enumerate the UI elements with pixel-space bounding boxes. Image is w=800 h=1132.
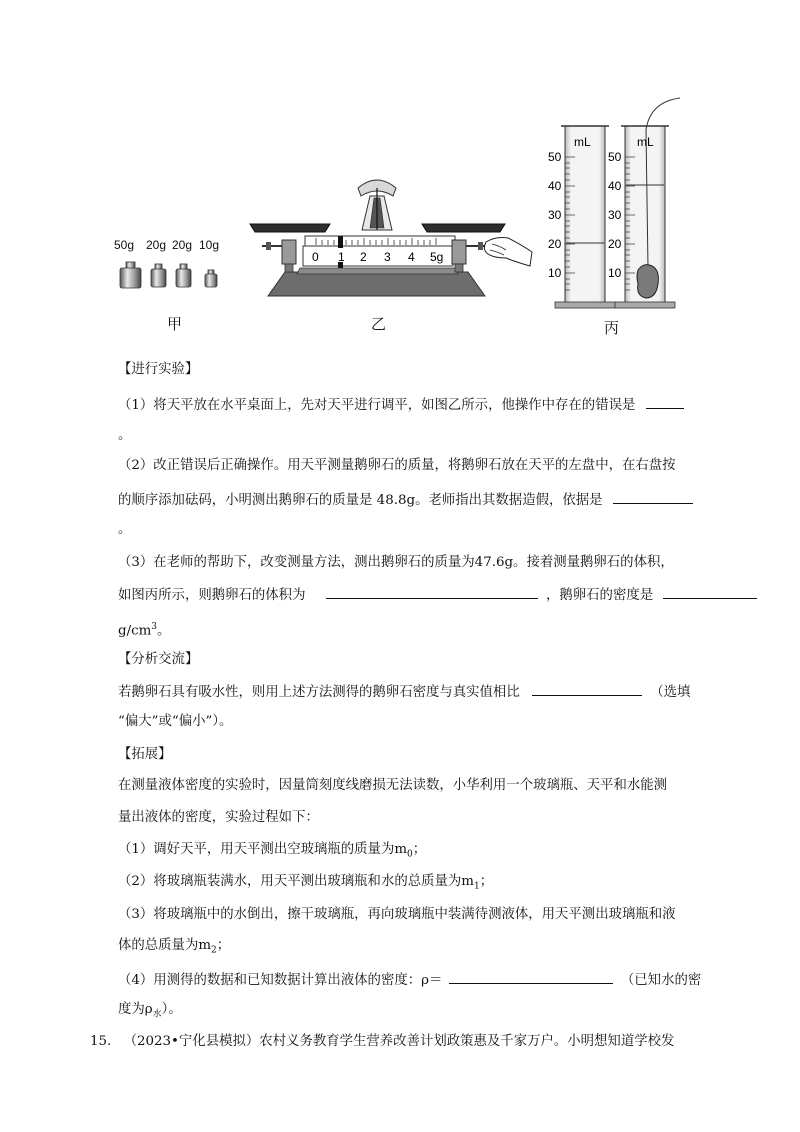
heading-extension: 【拓展】 [118, 747, 172, 762]
scale-tick-3: 3 [384, 250, 391, 264]
question-1-end: 。 [118, 428, 132, 443]
cylinder-1-unit: mL [574, 135, 591, 149]
weight-label-10g: 10g [199, 238, 220, 252]
graduated-cylinder-1-icon [555, 126, 615, 308]
question-3-density-text: ，鹅卵石的密度是 [546, 588, 654, 603]
extension-step-2: （2）将玻璃瓶装满水，用天平测出玻璃瓶和水的总质量为$m_1$； [118, 874, 494, 892]
cylinder-1-tick-10: 10 [548, 266, 562, 280]
question-3-line-b [118, 584, 757, 606]
answer-blank-3b[interactable] [663, 584, 757, 599]
question-3-unit: $g/cm^3$。 [118, 622, 171, 639]
cylinder-1-tick-20: 20 [548, 237, 562, 251]
question-15-text: （2023•宁化县模拟）农村义务教育学生营养改善计划政策惠及千家万户。小明想知道学校发 [123, 1034, 675, 1049]
question-2-line-a: （2）改正错误后正确操作。用天平测量鹅卵石的质量，将鹅卵石放在天平的左盘中，在右盘按 [118, 458, 676, 473]
answer-blank-1[interactable] [646, 394, 684, 409]
analysis-line-b: “偏大”或“偏小”）。 [118, 714, 233, 729]
answer-blank-2[interactable] [613, 489, 693, 504]
scale-tick-5g: 5g [430, 250, 444, 264]
caption-yi: 乙 [371, 315, 387, 333]
cylinder-2-tick-50: 50 [608, 150, 622, 164]
cylinder-1-tick-40: 40 [548, 179, 562, 193]
weight-label-50g: 50g [114, 238, 135, 252]
scale-tick-0: 0 [312, 250, 319, 264]
heading-experiment: 【进行实验】 [118, 362, 199, 377]
question-2-end: 。 [118, 522, 132, 537]
scale-tick-2: 2 [360, 250, 367, 264]
extension-line-a: 在测量液体密度的实验时，因量筒刻度线磨损无法读数，小华利用一个玻璃瓶、天平和水能测 [118, 778, 668, 793]
scale-tick-4: 4 [408, 250, 415, 264]
extension-step-1: （1）调好天平，用天平测出空玻璃瓶的质量为$m_0$； [118, 842, 427, 860]
cylinder-2-tick-30: 30 [608, 208, 622, 222]
caption-bing: 丙 [604, 319, 620, 337]
experiment-figure [0, 0, 800, 345]
weight-label-20g-b: 20g [172, 238, 193, 252]
graduated-cylinder-2-icon [615, 98, 680, 308]
figure-drawing [0, 0, 800, 345]
answer-blank-5[interactable] [449, 969, 613, 984]
cylinder-2-tick-10: 10 [608, 266, 622, 280]
question-15 [90, 1032, 674, 1052]
cylinder-2-tick-20: 20 [608, 237, 622, 251]
answer-blank-3a[interactable] [326, 584, 538, 599]
analysis-line-a: 若鹅卵石具有吸水性，则用上述方法测得的鹅卵石密度与真实值相比 （选填 [118, 681, 690, 703]
question-3-volume-text: 如图丙所示，则鹅卵石的体积为 [118, 588, 306, 603]
cylinder-1-tick-30: 30 [548, 208, 562, 222]
scale-tick-1: 1 [338, 250, 345, 264]
weight-50g-icon [120, 262, 141, 288]
extension-step-4b: 度为$\rho_水$）。 [118, 1002, 182, 1020]
heading-analysis: 【分析交流】 [118, 652, 199, 667]
weight-10g-icon [205, 270, 217, 287]
balance-icon [250, 180, 532, 296]
weight-20g-a-icon [151, 264, 166, 287]
extension-step-3a: （3）将玻璃瓶中的水倒出，擦干玻璃瓶，再向玻璃瓶中装满待测液体，用天平测出玻璃瓶和液 [118, 907, 676, 922]
question-1-text: （1）将天平放在水平桌面上，先对天平进行调平，如图乙所示，他操作中存在的错误是 [118, 398, 636, 413]
question-15-number: 15. [90, 1034, 112, 1049]
cylinder-2-tick-40: 40 [608, 179, 622, 193]
extension-step-4a: （4）用测得的数据和已知数据计算出液体的密度：ρ＝ （已知水的密 [118, 969, 701, 991]
question-1 [118, 394, 684, 416]
weight-20g-b-icon [176, 264, 191, 287]
weight-label-20g-a: 20g [146, 238, 167, 252]
question-2-text: 的顺序添加砝码，小明测出鹅卵石的质量是 48.8g。老师指出其数据造假，依据是 [118, 493, 603, 508]
question-2-line-b [118, 489, 693, 511]
caption-jia: 甲 [167, 315, 183, 333]
cylinder-1-tick-50: 50 [548, 150, 562, 164]
answer-blank-4[interactable] [532, 681, 642, 696]
extension-line-b: 量出液体的密度，实验过程如下： [118, 810, 319, 825]
extension-step-3b: 体的总质量为$m_2$； [118, 938, 231, 956]
cylinder-2-unit: mL [637, 135, 654, 149]
question-3-line-a: （3）在老师的帮助下，改变测量方法，测出鹅卵石的质量为47.6g。接着测量鹅卵石的体积， [118, 555, 674, 570]
